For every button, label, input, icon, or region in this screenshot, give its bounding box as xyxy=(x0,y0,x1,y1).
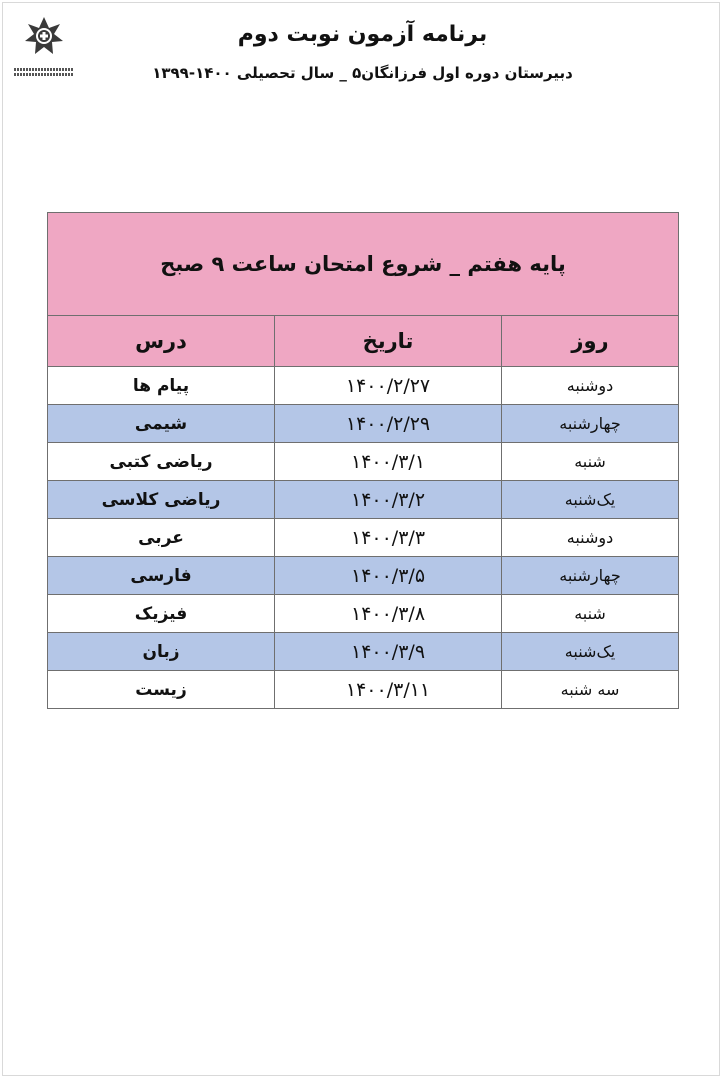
subject-cell: پیام ها xyxy=(48,367,275,405)
date-cell: ۱۴۰۰/۳/۵ xyxy=(275,557,502,595)
day-cell: یک‌شنبه xyxy=(502,481,679,519)
date-cell: ۱۴۰۰/۳/۸ xyxy=(275,595,502,633)
date-cell: ۱۴۰۰/۳/۱۱ xyxy=(275,671,502,709)
exam-schedule-table xyxy=(47,212,679,709)
day-cell: شنبه xyxy=(502,595,679,633)
day-cell: یک‌شنبه xyxy=(502,633,679,671)
date-cell: ۱۴۰۰/۳/۲ xyxy=(275,481,502,519)
column-header-subject: درس xyxy=(48,316,275,367)
day-cell: دوشنبه xyxy=(502,367,679,405)
table-row xyxy=(48,633,679,671)
column-header-date: تاریخ xyxy=(275,316,502,367)
grade-heading: پایه هفتم _ شروع امتحان ساعت ۹ صبح xyxy=(48,213,679,316)
subject-cell: زبان xyxy=(48,633,275,671)
table-row xyxy=(48,443,679,481)
subject-cell: ریاضی کلاسی xyxy=(48,481,275,519)
subject-cell: فیزیک xyxy=(48,595,275,633)
subject-cell: زیست xyxy=(48,671,275,709)
page-subtitle: دبیرستان دوره اول فرزانگان۵ _ سال تحصیلی ۱۴۰۰-۱۳۹۹ xyxy=(152,64,573,82)
table-row xyxy=(48,481,679,519)
subject-cell: شیمی xyxy=(48,405,275,443)
date-cell: ۱۴۰۰/۳/۳ xyxy=(275,519,502,557)
table-row xyxy=(48,557,679,595)
table-row xyxy=(48,671,679,709)
column-header-day: روز xyxy=(502,316,679,367)
day-cell: سه شنبه xyxy=(502,671,679,709)
page-title: برنامه آزمون نوبت دوم xyxy=(237,22,488,47)
table-row xyxy=(48,367,679,405)
subject-cell: فارسی xyxy=(48,557,275,595)
day-cell: دوشنبه xyxy=(502,519,679,557)
date-cell: ۱۴۰۰/۲/۲۷ xyxy=(275,367,502,405)
date-cell: ۱۴۰۰/۳/۹ xyxy=(275,633,502,671)
day-cell: چهارشنبه xyxy=(502,405,679,443)
subject-cell: عربی xyxy=(48,519,275,557)
date-cell: ۱۴۰۰/۳/۱ xyxy=(275,443,502,481)
day-cell: شنبه xyxy=(502,443,679,481)
day-cell: چهارشنبه xyxy=(502,557,679,595)
table-row xyxy=(48,405,679,443)
table-row xyxy=(48,519,679,557)
table-row xyxy=(48,595,679,633)
date-cell: ۱۴۰۰/۲/۲۹ xyxy=(275,405,502,443)
subject-cell: ریاضی کتبی xyxy=(48,443,275,481)
